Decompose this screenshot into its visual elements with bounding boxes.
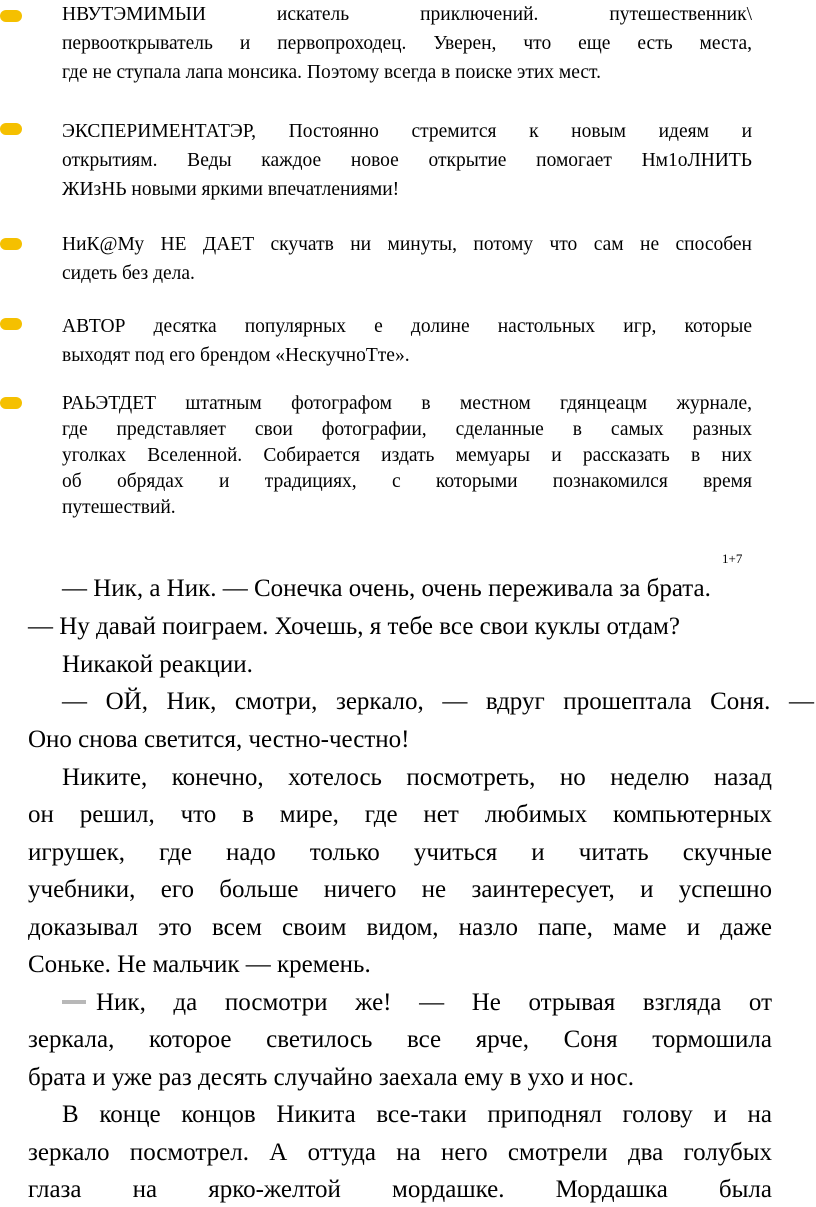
text-line xyxy=(62,986,772,1020)
text-line: путешествий. xyxy=(62,497,176,518)
text-line: Соньке. Не мальчик — кремень. xyxy=(28,951,371,978)
bullet-marker-icon xyxy=(0,123,22,135)
dash-mark-icon xyxy=(62,1000,86,1004)
text-line: выходят под его брендом «НескучноТте». xyxy=(62,345,410,366)
text-line: Оно снова светится, честно-честно! xyxy=(28,726,410,753)
text-line: РАЬЭТДЕТ штатным фотографом в местном гдянцеацм журнале, xyxy=(62,393,752,414)
text-line: первооткрыватель и первопроходец. Уверен, что еще есть места, xyxy=(62,33,752,54)
text-line: игрушек, где надо только учиться и читать скучные xyxy=(28,839,772,866)
text-line: брата и уже раз десять случайно заехала ему в ухо и нос. xyxy=(28,1064,634,1091)
text-span: Ник, да посмотри же! — Не отрывая взгляда от xyxy=(96,989,772,1016)
bullet-marker-icon xyxy=(0,10,22,22)
text-line: учебники, его больше ничего не заинтересует, и успешно xyxy=(28,876,772,903)
text-line: Никакой реакции. xyxy=(62,651,253,678)
text-line: — Ник, а Ник. — Сонечка очень, очень переживала за брата. xyxy=(62,575,711,602)
bullet-text xyxy=(62,312,752,370)
text-line: он решил, что в мире, где нет любимых компьютерных xyxy=(28,801,772,828)
text-line: — Ну давай поиграем. Хочешь, я тебе все свои куклы отдам? xyxy=(28,613,680,640)
text-line: АВТОР десятка популярных е долине настольных игр, которые xyxy=(62,316,752,337)
text-line: доказывал это всем своим видом, назло папе, маме и даже xyxy=(28,914,772,941)
text-line: НВУТЭМИМЫИ искатель приключений. путешественник\ xyxy=(62,4,752,25)
text-line: где не ступала лапа монсика. Поэтому всегда в поиске этих мест. xyxy=(62,62,601,83)
text-line: зеркала, которое светилось все ярче, Соня тормошила xyxy=(28,1026,772,1053)
text-line: уголках Вселенной. Собирается издать мемуары и рассказать в них xyxy=(62,445,752,466)
bullet-marker-icon xyxy=(0,397,22,409)
text-line: зеркало посмотрел. А оттуда на него смотрели два голубых xyxy=(28,1139,772,1166)
text-line: — ОЙ, Ник, смотри, зеркало, — вдруг прошептала Соня. — xyxy=(62,688,814,715)
bullet-text xyxy=(62,117,752,204)
text-line: сидеть без дела. xyxy=(62,263,195,284)
bullet-text xyxy=(62,230,752,288)
bullet-marker-icon xyxy=(0,318,22,330)
page-marker: 1+7 xyxy=(722,551,743,566)
text-line: Никите, конечно, хотелось посмотреть, но неделю назад xyxy=(62,764,772,791)
text-line: В конце концов Никита все-таки приподнял голову и на xyxy=(62,1101,772,1128)
text-line: открытиям. Веды каждое новое открытие помогает Нм1оЛНИТЬ xyxy=(62,150,752,171)
text-line: об обрядах и традициях, с которыми познакомился время xyxy=(62,471,752,492)
text-line: НиК@Му НЕ ДАЕТ скучатв ни минуты, потому что сам не способен xyxy=(62,234,752,255)
bullet-text xyxy=(62,0,752,87)
text-line: ЭКСПЕРИМЕНТАТЭР, Постоянно стремится к новым идеям и xyxy=(62,121,752,142)
bullet-text xyxy=(62,391,752,521)
text-line: где представляет свои фотографии, сделанные в самых разных xyxy=(62,419,752,440)
text-line: глаза на ярко-желтой мордашке. Мордашка была xyxy=(28,1176,772,1203)
bullet-marker-icon xyxy=(0,238,22,250)
text-line: ЖИзНЬ новыми яркими впечатлениями! xyxy=(62,179,400,200)
